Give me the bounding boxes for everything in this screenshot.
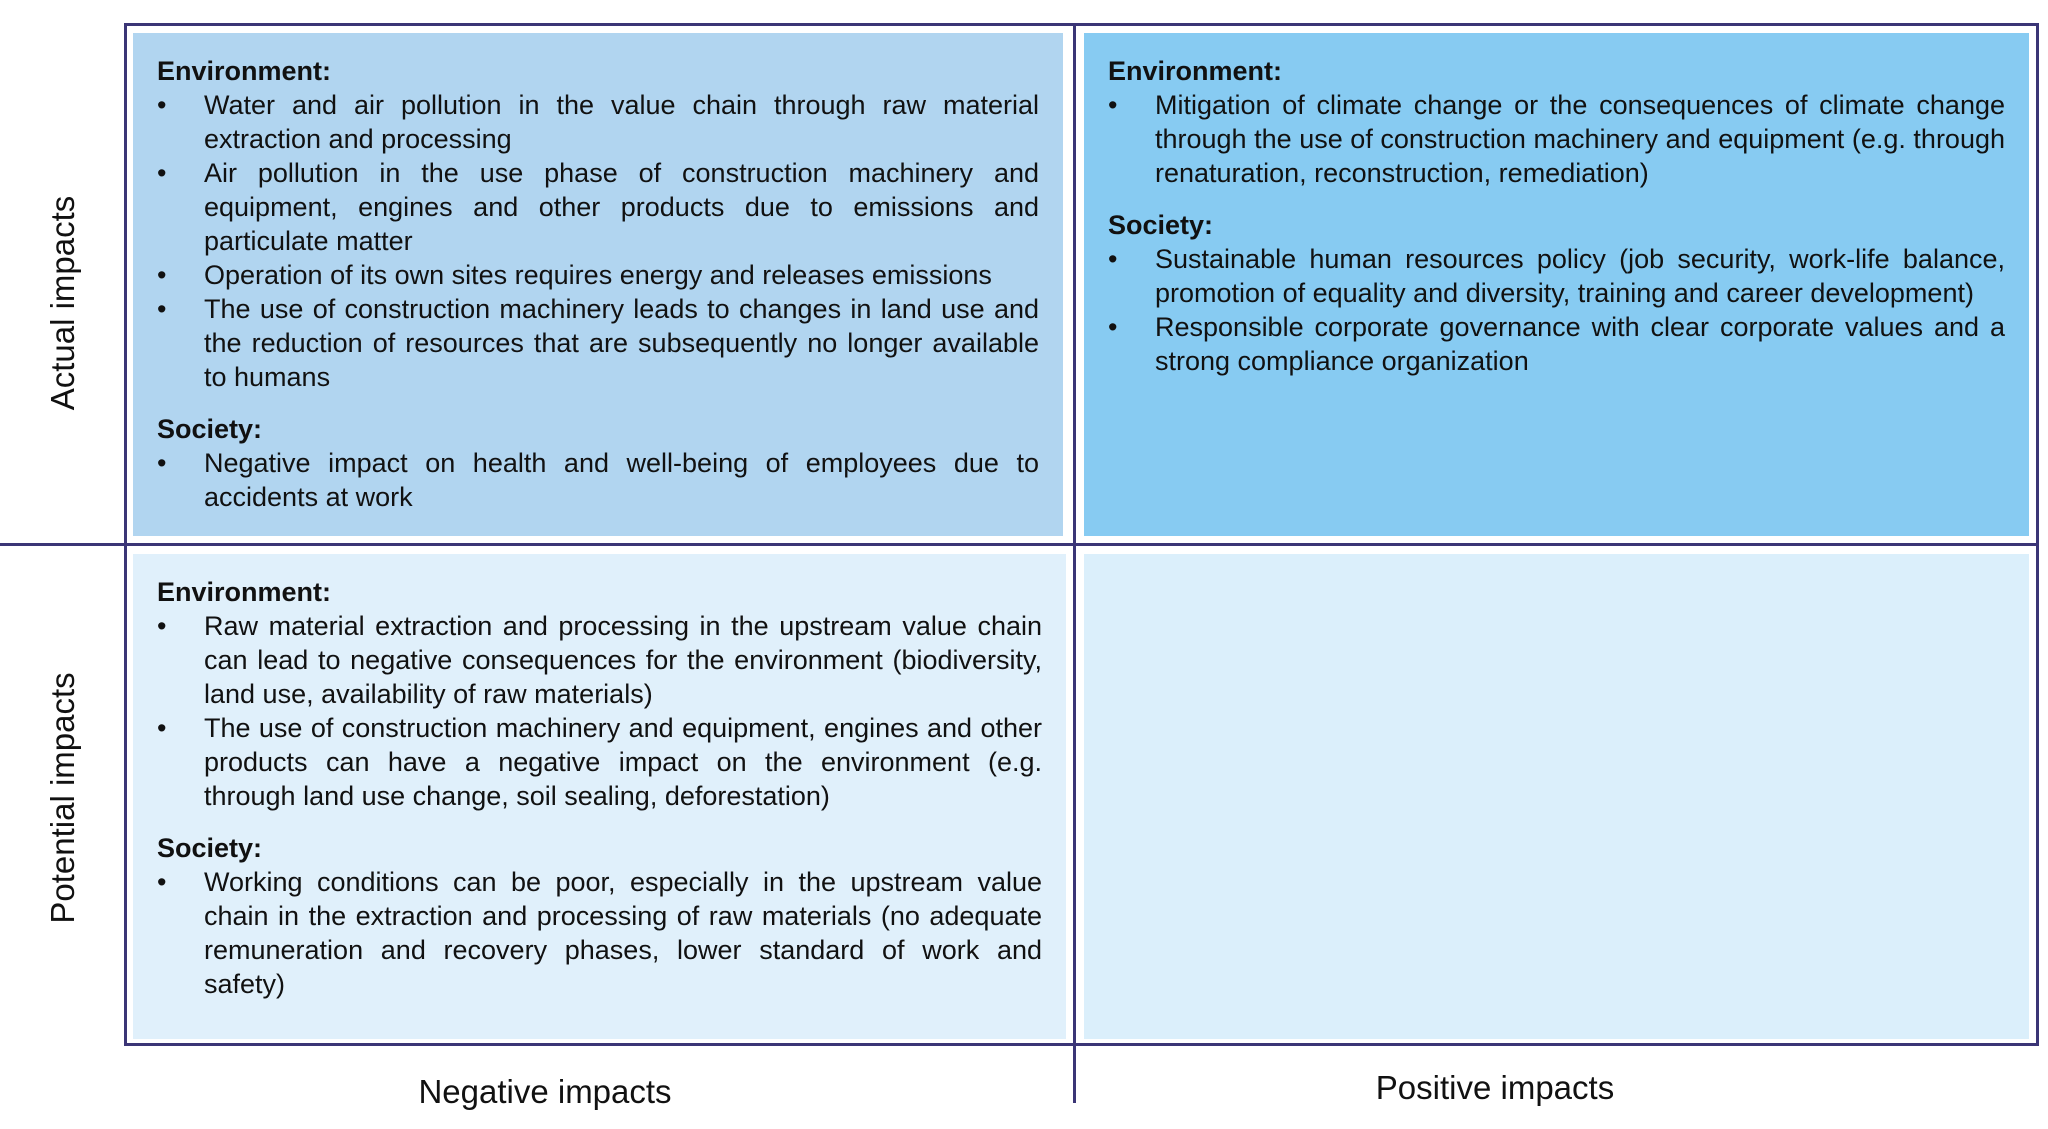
section-heading: Society: (157, 414, 263, 444)
column-label-negative-impacts: Negative impacts (418, 1073, 672, 1110)
list-item: • Working conditions can be poor, especially in the upstream value chain in the extraction and processing of raw materials (no adequate remuneration and recovery phases, lower standard of work and safety) (157, 865, 1042, 1001)
section-heading: Environment: (1108, 56, 1283, 86)
column-label-positive-impacts: Positive impacts (1375, 1069, 1615, 1106)
row-label-potential-impacts: Potential impacts (44, 672, 81, 924)
list-item: • Responsible corporate governance with clear corporate values and a strong compliance organization (1108, 310, 2005, 378)
section-heading: Society: (157, 833, 263, 863)
list-item: • The use of construction machinery and equipment, engines and other products can have a negative impact on the environment (e.g. through land use change, soil sealing, deforestation) (157, 711, 1042, 813)
list-item: • Water and air pollution in the value chain through raw material extraction and processing (157, 88, 1039, 156)
list-item: • The use of construction machinery leads to changes in land use and the reduction of resources that are subsequently no longer available to humans (157, 292, 1039, 394)
list-item: • Raw material extraction and processing in the upstream value chain can lead to negative consequences for the environment (biodiversity, land use, availability of raw materials) (157, 609, 1042, 711)
matrix-frame (124, 23, 2039, 1046)
list-item: • Mitigation of climate change or the consequences of climate change through the use of construction machinery and equipment (e.g. through renaturation, reconstruction, remediation) (1108, 88, 2005, 190)
list-item: • Negative impact on health and well-being of employees due to accidents at work (157, 446, 1039, 514)
section-heading: Environment: (157, 56, 332, 86)
section-heading: Environment: (157, 577, 332, 607)
list-item: • Operation of its own sites requires energy and releases emissions (157, 258, 1039, 292)
row-label-actual-impacts: Actual impacts (44, 195, 81, 411)
list-item: • Sustainable human resources policy (job security, work-life balance, promotion of equality and diversity, training and career development) (1108, 242, 2005, 310)
horizontal-divider (0, 543, 2039, 546)
vertical-divider (1073, 23, 1076, 1103)
section-heading: Society: (1108, 210, 1214, 240)
list-item: • Air pollution in the use phase of construction machinery and equipment, engines and other products due to emissions and particulate matter (157, 156, 1039, 258)
